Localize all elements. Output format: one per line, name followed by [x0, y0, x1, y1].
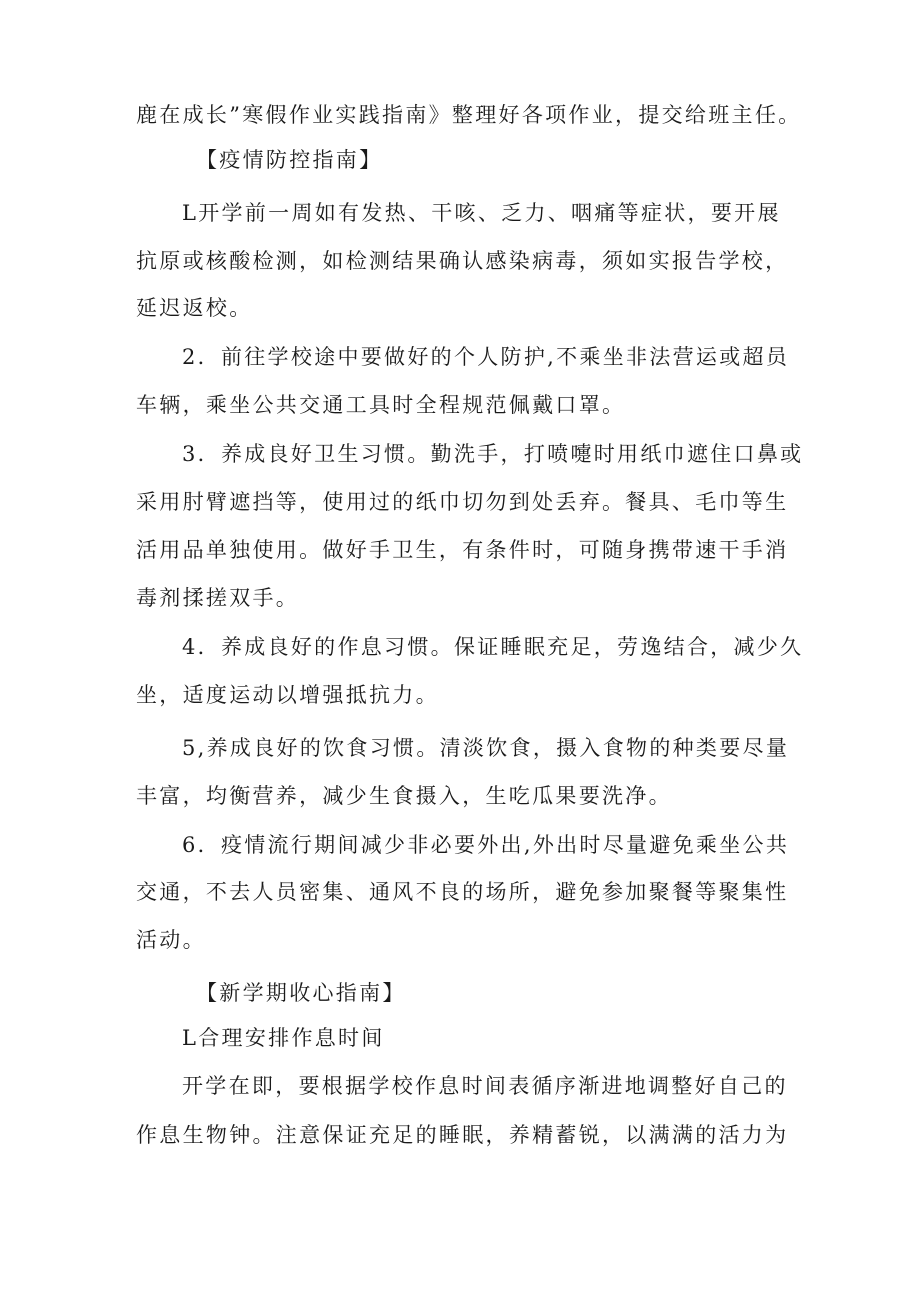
text-line: 开学在即，要根据学校作息时间表循序渐进地调整好自己的: [182, 1074, 788, 1098]
text-line: 6．疫情流行期间减少非必要外出,外出时尽量避免乘坐公共: [182, 833, 790, 857]
text-line: 车辆，乘坐公共交通工具时全程规范佩戴口罩。: [136, 393, 626, 417]
subheading: L合理安排作息时间: [182, 1026, 385, 1050]
text-line: 鹿在成长”寒假作业实践指南》整理好各项作业，提交给班主任。: [136, 103, 802, 127]
text-line: 4．养成良好的作息习惯。保证睡眠充足，劳逸结合，减少久: [182, 635, 804, 659]
text-line: 毒剂揉搓双手。: [136, 586, 300, 610]
text-line: 活动。: [136, 928, 206, 952]
text-line: 坐，适度运动以增强抵抗力。: [136, 683, 439, 707]
text-line: 抗原或核酸检测，如检测结果确认感染病毒，须如实报告学校，: [136, 249, 789, 273]
section-heading-new-semester: 【新学期收心指南】: [196, 981, 406, 1005]
text-line: 交通，不去人员密集、通风不良的场所，避免参加聚餐等聚集性: [136, 880, 789, 904]
text-line: 5,养成良好的饮食习惯。清淡饮食，摄入食物的种类要尽量: [182, 736, 790, 760]
text-line: L开学前一周如有发热、干咳、乏力、咽痛等症状，要开展: [182, 201, 781, 225]
text-line: 延迟返校。: [136, 296, 253, 320]
text-line: 采用肘臂遮挡等，使用过的纸巾切勿到处丢弃。餐具、毛巾等生: [136, 490, 789, 514]
text-line: 丰富，均衡营养，减少生食摄入，生吃瓜果要洗净。: [136, 784, 672, 808]
text-line: 2．前往学校途中要做好的个人防护,不乘坐非法营运或超员: [182, 345, 790, 369]
text-line: 3．养成良好卫生习惯。勤洗手，打喷嚏时用纸巾遮住口鼻或: [182, 442, 804, 466]
text-line: 活用品单独使用。做好手卫生，有条件时，可随身携带速干手消: [136, 538, 789, 562]
text-line: 作息生物钟。注意保证充足的睡眠，养精蓄锐，以满满的活力为: [136, 1123, 789, 1147]
section-heading-epidemic: 【疫情防控指南】: [196, 148, 383, 172]
